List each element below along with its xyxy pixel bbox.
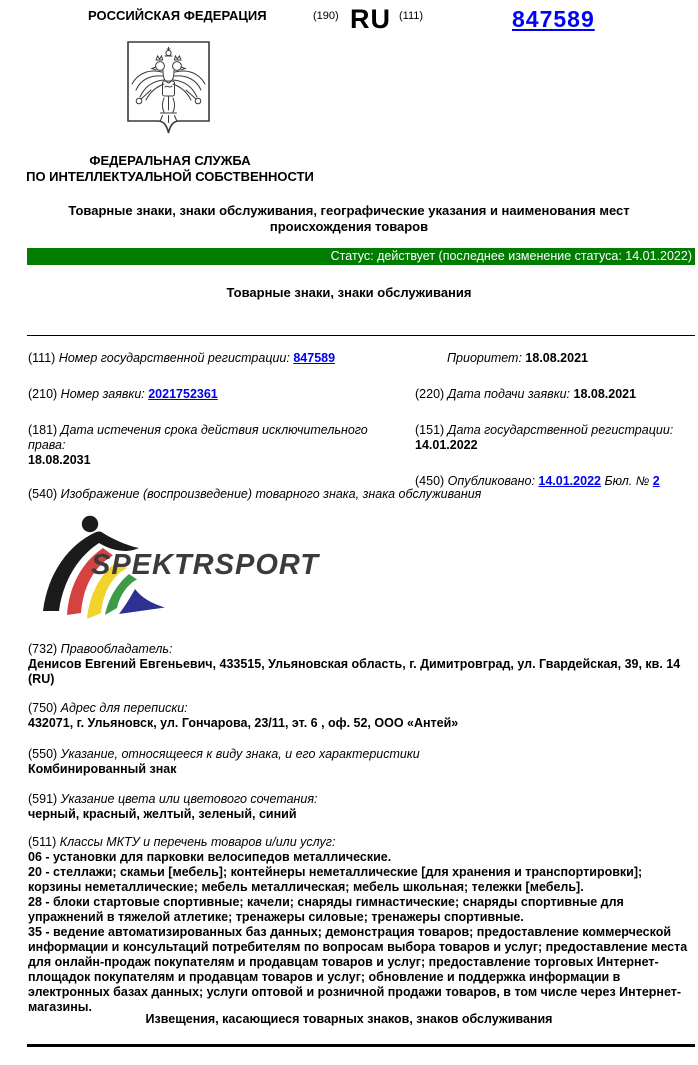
field-code: (111): [28, 351, 56, 365]
expiry-date-value: 18.08.2031: [28, 453, 91, 467]
notices-heading: Извещения, касающиеся товарных знаков, знаков обслуживания: [145, 1012, 553, 1026]
class-item-20: 20 - стеллажи; скамьи [мебель]; контейнеры неметаллические [для хранения и транспортировки]; корзины неметаллические; мебель металлическая; мебель школьная; тележки [мебель].: [28, 865, 643, 894]
registration-date-value: 14.01.2022: [415, 438, 478, 452]
field-label: Указание, относящееся к виду знака, и его характеристики: [60, 747, 420, 761]
field-code: (750): [28, 701, 58, 715]
class-item-35: 35 - ведение автоматизированных баз данных; демонстрация товаров; предоставление коммерческой информации и консультаций потребителям по вопросам выбора товаров и услуг; предоставление места для онлайн-продаж покупателям и продавцам товаров и услуг; предоставление торговых Интернет-площадок покупателям и продавцам товаров и услуг; обновление и поддержка информации в электронных базах данных; услуги оптовой и розничной продажи товаров, в том числе через Интернет-магазины.: [28, 925, 688, 1014]
field-label: Правообладатель:: [60, 642, 173, 656]
field-code: (550): [28, 747, 58, 761]
field-code: (151): [415, 423, 445, 437]
document-title: Товарные знаки, знаки обслуживания, географические указания и наименования мест происхождения товаров: [68, 203, 630, 234]
field-label: Дата истечения срока действия исключительного права:: [28, 423, 368, 452]
section-correspondence-address: [28, 701, 690, 731]
field-label: Номер заявки:: [60, 387, 145, 401]
bulletin-label: Бюл. №: [604, 474, 650, 488]
bottom-divider-line: [27, 1044, 695, 1047]
bulletin-number-link[interactable]: 2: [652, 474, 660, 488]
holder-value: Денисов Евгений Евгеньевич, 433515, Ульяновская область, г. Димитровград, ул. Гвардейская, 39, кв. 14 (RU): [28, 657, 681, 686]
address-value: 432071, г. Ульяновск, ул. Гончарова, 23/11, эт. 6 , оф. 52, ООО «Антей»: [28, 716, 459, 730]
color-list-value: черный, красный, желтый, зеленый, синий: [28, 807, 297, 821]
section-holder: [28, 642, 690, 687]
field-code: (732): [28, 642, 58, 656]
field-priority: [415, 351, 693, 366]
class-item-06: 06 - установки для парковки велосипедов металлические.: [28, 850, 392, 864]
field-label: Дата государственной регистрации:: [447, 423, 674, 437]
section-heading: Товарные знаки, знаки обслуживания: [226, 285, 472, 300]
document-body: [28, 642, 690, 1029]
field-label: Классы МКТУ и перечень товаров и/или услуг:: [59, 835, 336, 849]
field-label: Указание цвета или цветового сочетания:: [60, 792, 318, 806]
field-code: (591): [28, 792, 58, 806]
section-nice-classes: [28, 835, 690, 1015]
mark-kind-value: Комбинированный знак: [28, 762, 177, 776]
field-label: Адрес для переписки:: [60, 701, 188, 715]
field-code: (511): [28, 835, 57, 849]
inid-code-111: (111): [399, 10, 424, 22]
status-bar: Статус: действует (последнее изменение статуса: 14.01.2022): [27, 248, 695, 265]
published-date-link[interactable]: 14.01.2022: [538, 474, 601, 488]
logo-head-shape: [82, 516, 98, 532]
agency-line-1: ФЕДЕРАЛЬНАЯ СЛУЖБА: [89, 153, 251, 168]
field-code: (210): [28, 387, 58, 401]
field-label: Приоритет:: [447, 351, 522, 365]
section-mark-kind: [28, 747, 690, 777]
field-expiry-date: [28, 423, 406, 468]
field-mark-image: [28, 487, 678, 501]
field-registration-date: [415, 423, 693, 453]
registration-number-link[interactable]: 847589: [512, 6, 595, 32]
divider-line: [27, 335, 695, 336]
inid-code-190: (190): [313, 10, 339, 22]
field-code: (450): [415, 474, 445, 488]
country-title: РОССИЙСКАЯ ФЕДЕРАЦИЯ: [88, 8, 267, 23]
field-filing-date: [415, 387, 693, 402]
trademark-logo-image: [35, 512, 365, 625]
agency-name: [10, 153, 330, 185]
field-code: (181): [28, 423, 58, 437]
field-application-number: [28, 387, 406, 402]
priority-date-value: 18.08.2021: [525, 351, 588, 365]
application-number-link[interactable]: 2021752361: [148, 387, 218, 401]
country-code: RU: [350, 4, 391, 34]
field-label: Номер государственной регистрации:: [58, 351, 290, 365]
field-label: Дата подачи заявки:: [447, 387, 571, 401]
section-color-indication: [28, 792, 690, 822]
fields-left-column: [28, 351, 406, 489]
field-registration-number: [28, 351, 406, 366]
filing-date-value: 18.08.2021: [573, 387, 637, 401]
agency-line-2: ПО ИНТЕЛЛЕКТУАЛЬНОЙ СОБСТВЕННОСТИ: [26, 169, 314, 184]
field-code: (220): [415, 387, 445, 401]
field-label: Изображение (воспроизведение) товарного знака, знака обслуживания: [60, 487, 482, 501]
field-code: (540): [28, 487, 58, 501]
logo-wordmark: SPEKTRSPORT: [91, 549, 320, 581]
russian-coat-of-arms-icon: [124, 40, 213, 143]
registration-number-value-link[interactable]: 847589: [293, 351, 336, 365]
class-item-28: 28 - блоки стартовые спортивные; качели; снаряды гимнастические; снаряды спортивные для упражнений в тяжелой атлетике; тренажеры силовые; тренажеры спортивные.: [28, 895, 624, 924]
field-label: Опубликовано:: [447, 474, 535, 488]
